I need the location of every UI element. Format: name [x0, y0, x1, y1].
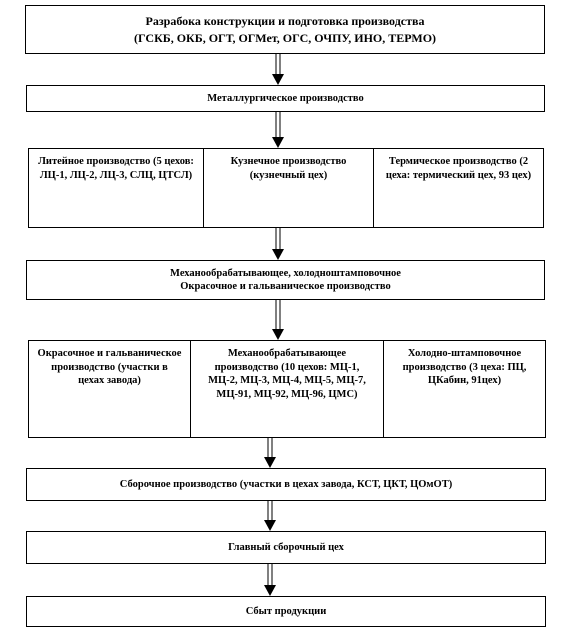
sales-label: Сбыт продукции — [245, 605, 327, 617]
metallurgy-label: Металлургическое производство — [207, 92, 364, 104]
thermal-label: Термическое производство (2 цеха: термический цех, 93 цех) — [385, 156, 532, 181]
metallurgy-block — [26, 85, 545, 112]
painting-label: Окрасочное и гальваническое производство (участки в цехах завода) — [37, 348, 182, 387]
thermal-cell — [374, 149, 543, 227]
forging-label: Кузнечное производство (кузнечный цех) — [230, 156, 347, 181]
casting-cell — [29, 149, 203, 227]
machining-group-line2: Окрасочное и гальваническое производство — [180, 281, 391, 292]
design-block-line1: Разрабока конструкции и подготовка производства — [145, 14, 425, 29]
arrow-down-icon — [270, 228, 286, 260]
design-block-line2: (ГСКБ, ОКБ, ОГТ, ОГМет, ОГС, ОЧПУ, ИНО, ТЕРМО) — [133, 30, 437, 45]
machining-cell — [191, 341, 383, 437]
machining-label: Механообрабатывающее производство (10 цехов: МЦ-1, МЦ-2, МЦ-3, МЦ-4, МЦ-5, МЦ-7, МЦ-91, МЦ-92, МЦ-96, ЦМС) — [208, 348, 366, 400]
casting-label: Литейное производство (5 цехов: ЛЦ-1, ЛЦ-2, ЛЦ-3, СЛЦ, ЦТСЛ) — [38, 156, 194, 181]
assembly-label: Сборочное производство (участки в цехах завода, КСТ, ЦКТ, ЦОмОТ) — [119, 478, 453, 490]
arrow-down-icon — [262, 564, 278, 596]
forging-cell — [204, 149, 373, 227]
main-assembly-block — [26, 531, 546, 564]
stamping-label: Холодно-штамповочное производство (3 цеха: ПЦ, ЦКабин, 91цех) — [402, 348, 527, 387]
arrow-down-icon — [270, 112, 286, 148]
machining-group-block — [26, 260, 545, 300]
arrow-down-icon — [262, 438, 278, 468]
arrow-down-icon — [270, 54, 286, 85]
machining-group-line1: Механообрабатывающее, холодноштамповочное — [170, 267, 401, 279]
assembly-block — [26, 468, 546, 501]
main-assembly-label: Главный сборочный цех — [228, 541, 344, 553]
stamping-cell — [384, 341, 545, 437]
design-block — [25, 5, 545, 54]
painting-cell — [29, 341, 190, 437]
arrow-down-icon — [262, 501, 278, 531]
sales-block — [26, 596, 546, 627]
arrow-down-icon — [270, 300, 286, 340]
